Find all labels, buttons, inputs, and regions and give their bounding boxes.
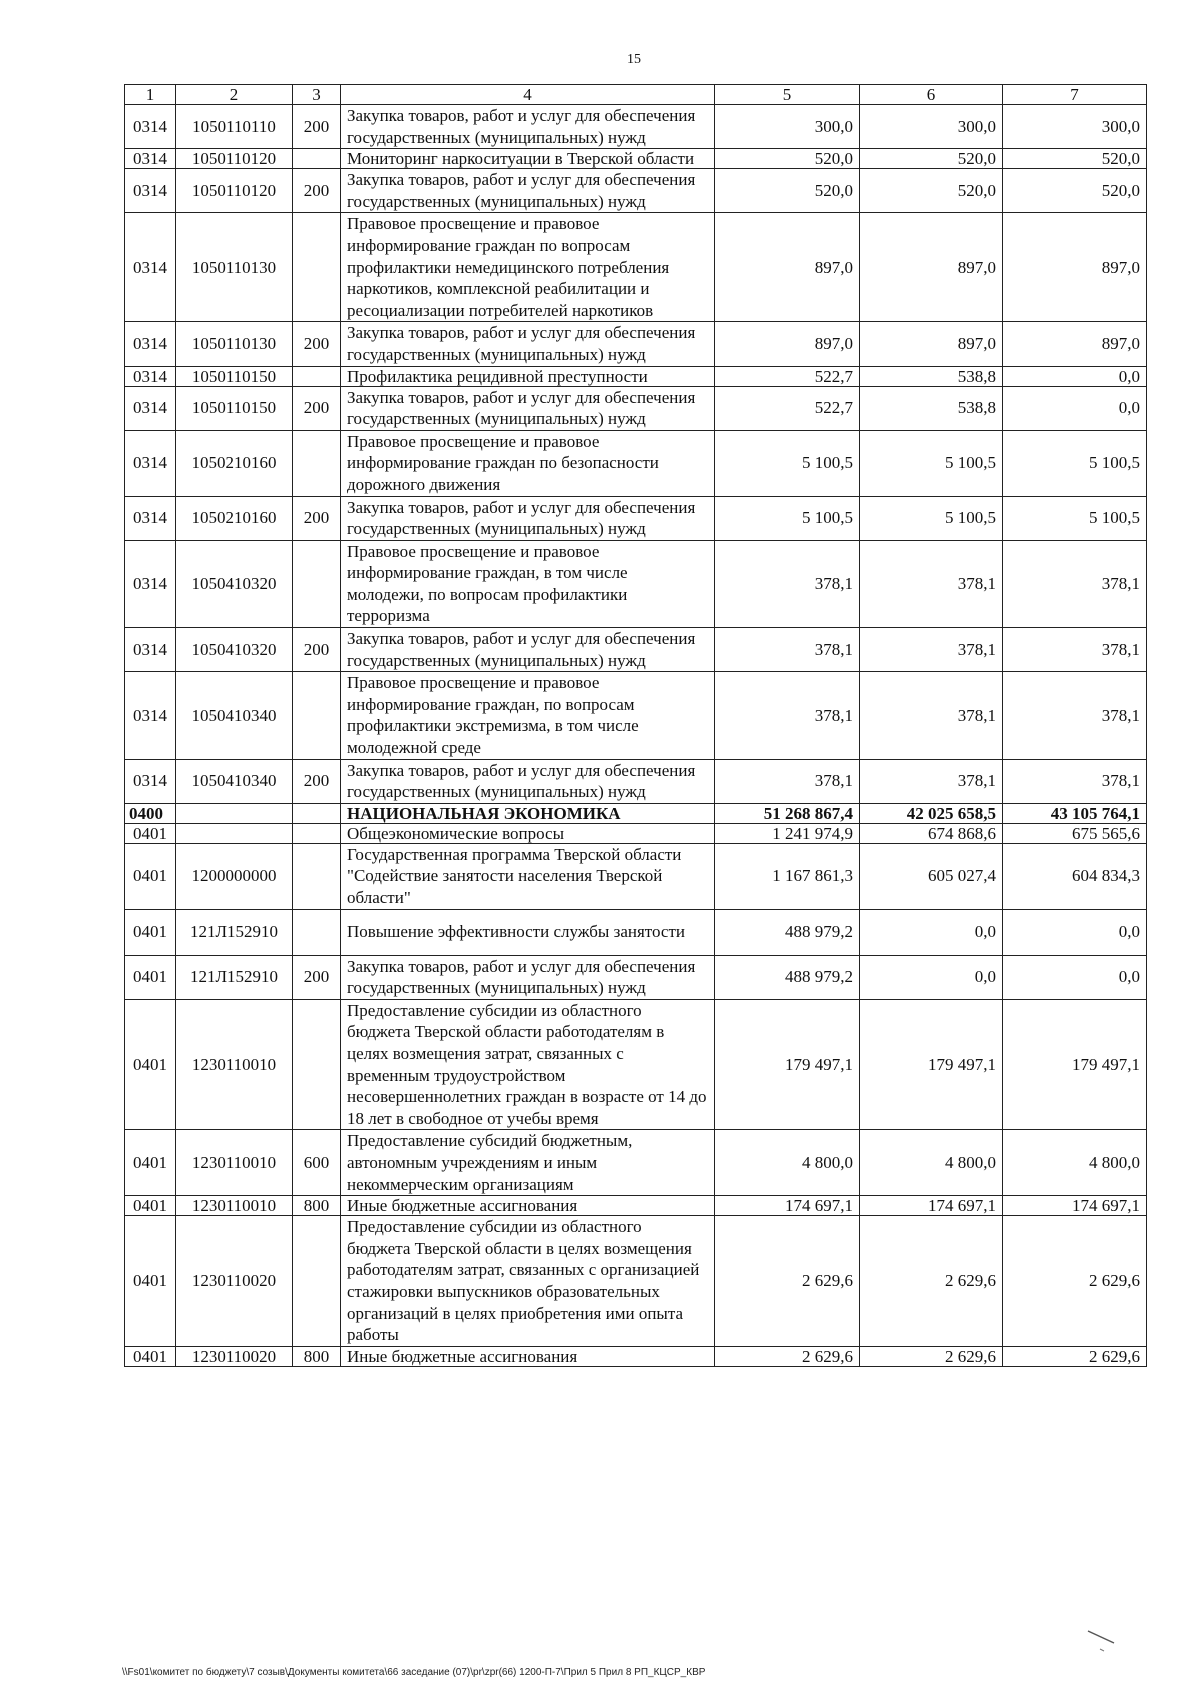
- target-code-cell: 1050110120: [176, 169, 293, 213]
- table-row: [125, 1346, 1147, 1366]
- target-code-cell: 1050210160: [176, 496, 293, 540]
- amount-cell: 522,7: [715, 386, 860, 430]
- amount-cell: 0,0: [860, 955, 1003, 999]
- amount-cell: 378,1: [715, 540, 860, 627]
- amount-cell: 4 800,0: [715, 1130, 860, 1196]
- name-cell: Правовое просвещение и правовое информирование граждан, по вопросам профилактики экстремизма, в том числе молодежной среде: [341, 672, 715, 759]
- expense-type-cell: 200: [293, 322, 341, 366]
- amount-cell: 179 497,1: [715, 999, 860, 1130]
- target-code-cell: 1050410340: [176, 759, 293, 803]
- budget-table: [124, 84, 1147, 1367]
- name-cell: Закупка товаров, работ и услуг для обеспечения государственных (муниципальных) нужд: [341, 628, 715, 672]
- name-cell: Иные бюджетные ассигнования: [341, 1346, 715, 1366]
- target-code-cell: 1050210160: [176, 430, 293, 496]
- amount-cell: 2 629,6: [715, 1346, 860, 1366]
- amount-cell: 378,1: [860, 540, 1003, 627]
- expense-type-cell: 800: [293, 1196, 341, 1216]
- name-cell: НАЦИОНАЛЬНАЯ ЭКОНОМИКА: [341, 803, 715, 823]
- name-cell: Иные бюджетные ассигнования: [341, 1196, 715, 1216]
- target-code-cell: [176, 823, 293, 843]
- amount-cell: 378,1: [860, 759, 1003, 803]
- amount-cell: 520,0: [715, 169, 860, 213]
- name-cell: Общеэкономические вопросы: [341, 823, 715, 843]
- code-cell: 0401: [125, 1196, 176, 1216]
- amount-cell: 520,0: [860, 149, 1003, 169]
- table-row: [125, 366, 1147, 386]
- amount-cell: 488 979,2: [715, 955, 860, 999]
- amount-cell: 488 979,2: [715, 909, 860, 955]
- amount-cell: 5 100,5: [715, 496, 860, 540]
- file-path-footer: \\Fs01\комитет по бюджету\7 созыв\Документы комитета\66 заседание (07)\pr\zpr(66) 1200-П-7\Прил 5 Прил 8 РП_КЦСР_КВР: [122, 1667, 706, 1678]
- name-cell: Предоставление субсидий бюджетным, автономным учреждениям и иным некоммерческим организациям: [341, 1130, 715, 1196]
- expense-type-cell: [293, 430, 341, 496]
- name-cell: Правовое просвещение и правовое информирование граждан по вопросам профилактики немедицинского потребления наркотиков, комплексной реабилитации и ресоциализации потребителей наркотиков: [341, 213, 715, 322]
- amount-cell: 0,0: [1003, 366, 1147, 386]
- code-cell: 0314: [125, 672, 176, 759]
- amount-cell: 538,8: [860, 386, 1003, 430]
- table-row: [125, 909, 1147, 955]
- amount-cell: 520,0: [1003, 149, 1147, 169]
- amount-cell: 378,1: [1003, 628, 1147, 672]
- expense-type-cell: [293, 803, 341, 823]
- expense-type-cell: [293, 366, 341, 386]
- amount-cell: 378,1: [860, 628, 1003, 672]
- amount-cell: 378,1: [860, 672, 1003, 759]
- expense-type-cell: 200: [293, 169, 341, 213]
- amount-cell: 604 834,3: [1003, 843, 1147, 909]
- amount-cell: 520,0: [1003, 169, 1147, 213]
- column-header: 7: [1003, 85, 1147, 105]
- amount-cell: 5 100,5: [860, 430, 1003, 496]
- amount-cell: 378,1: [715, 759, 860, 803]
- code-cell: 0401: [125, 843, 176, 909]
- table-row: [125, 759, 1147, 803]
- name-cell: Закупка товаров, работ и услуг для обеспечения государственных (муниципальных) нужд: [341, 169, 715, 213]
- expense-type-cell: [293, 149, 341, 169]
- code-cell: 0314: [125, 386, 176, 430]
- amount-cell: 897,0: [715, 322, 860, 366]
- target-code-cell: 1230110010: [176, 1130, 293, 1196]
- table-body: [125, 105, 1147, 1367]
- amount-cell: 378,1: [1003, 540, 1147, 627]
- amount-cell: 2 629,6: [860, 1346, 1003, 1366]
- code-cell: 0314: [125, 628, 176, 672]
- target-code-cell: 1230110010: [176, 999, 293, 1130]
- name-cell: Предоставление субсидии из областного бюджета Тверской области в целях возмещения работодателям затрат, связанных с организацией стажировки выпускников образовательных организаций в целях приобретения ими опыта работы: [341, 1216, 715, 1347]
- amount-cell: 1 241 974,9: [715, 823, 860, 843]
- amount-cell: 43 105 764,1: [1003, 803, 1147, 823]
- amount-cell: 675 565,6: [1003, 823, 1147, 843]
- expense-type-cell: [293, 909, 341, 955]
- amount-cell: 522,7: [715, 366, 860, 386]
- target-code-cell: 1050110130: [176, 322, 293, 366]
- amount-cell: 0,0: [1003, 386, 1147, 430]
- name-cell: Повышение эффективности службы занятости: [341, 909, 715, 955]
- amount-cell: 897,0: [860, 213, 1003, 322]
- amount-cell: 897,0: [1003, 322, 1147, 366]
- target-code-cell: 1230110020: [176, 1346, 293, 1366]
- code-cell: 0314: [125, 322, 176, 366]
- amount-cell: 4 800,0: [860, 1130, 1003, 1196]
- pen-mark: [1080, 1625, 1120, 1655]
- amount-cell: 0,0: [1003, 955, 1147, 999]
- code-cell: 0314: [125, 169, 176, 213]
- target-code-cell: 121Л152910: [176, 909, 293, 955]
- amount-cell: 520,0: [715, 149, 860, 169]
- amount-cell: 2 629,6: [1003, 1216, 1147, 1347]
- column-header: 2: [176, 85, 293, 105]
- amount-cell: 378,1: [715, 628, 860, 672]
- amount-cell: 897,0: [860, 322, 1003, 366]
- code-cell: 0401: [125, 1130, 176, 1196]
- target-code-cell: 121Л152910: [176, 955, 293, 999]
- table-row: [125, 169, 1147, 213]
- name-cell: Мониторинг наркоситуации в Тверской области: [341, 149, 715, 169]
- table-row: [125, 1216, 1147, 1347]
- target-code-cell: 1050110130: [176, 213, 293, 322]
- amount-cell: 42 025 658,5: [860, 803, 1003, 823]
- code-cell: 0314: [125, 213, 176, 322]
- table-row: [125, 496, 1147, 540]
- expense-type-cell: [293, 999, 341, 1130]
- page-number: 15: [627, 52, 641, 67]
- amount-cell: 674 868,6: [860, 823, 1003, 843]
- amount-cell: 179 497,1: [1003, 999, 1147, 1130]
- column-header: 3: [293, 85, 341, 105]
- amount-cell: 0,0: [1003, 909, 1147, 955]
- table-row: [125, 672, 1147, 759]
- code-cell: 0401: [125, 1346, 176, 1366]
- column-header: 5: [715, 85, 860, 105]
- name-cell: Предоставление субсидии из областного бюджета Тверской области работодателям в целях возмещения затрат, связанных с временным трудоустройством несовершеннолетних граждан в возрасте от 14 до 18 лет в свободное от учебы время: [341, 999, 715, 1130]
- expense-type-cell: 600: [293, 1130, 341, 1196]
- table-row: [125, 430, 1147, 496]
- table-row: [125, 843, 1147, 909]
- amount-cell: 179 497,1: [860, 999, 1003, 1130]
- table-row: [125, 386, 1147, 430]
- table-row: [125, 322, 1147, 366]
- target-code-cell: 1050410320: [176, 540, 293, 627]
- amount-cell: 300,0: [1003, 105, 1147, 149]
- target-code-cell: 1230110020: [176, 1216, 293, 1347]
- name-cell: Правовое просвещение и правовое информирование граждан, в том числе молодежи, по вопросам профилактики терроризма: [341, 540, 715, 627]
- amount-cell: 378,1: [1003, 759, 1147, 803]
- amount-cell: 5 100,5: [860, 496, 1003, 540]
- name-cell: Правовое просвещение и правовое информирование граждан по безопасности дорожного движения: [341, 430, 715, 496]
- amount-cell: 2 629,6: [860, 1216, 1003, 1347]
- code-cell: 0314: [125, 496, 176, 540]
- amount-cell: 51 268 867,4: [715, 803, 860, 823]
- expense-type-cell: [293, 843, 341, 909]
- amount-cell: 300,0: [715, 105, 860, 149]
- target-code-cell: 1050410320: [176, 628, 293, 672]
- code-cell: 0314: [125, 149, 176, 169]
- name-cell: Закупка товаров, работ и услуг для обеспечения государственных (муниципальных) нужд: [341, 955, 715, 999]
- target-code-cell: 1200000000: [176, 843, 293, 909]
- expense-type-cell: 200: [293, 628, 341, 672]
- column-header: 4: [341, 85, 715, 105]
- table-row: [125, 823, 1147, 843]
- code-cell: 0314: [125, 430, 176, 496]
- target-code-cell: 1050110150: [176, 366, 293, 386]
- table-header: [125, 85, 1147, 105]
- expense-type-cell: 800: [293, 1346, 341, 1366]
- column-header: 6: [860, 85, 1003, 105]
- table-row: [125, 628, 1147, 672]
- target-code-cell: [176, 803, 293, 823]
- amount-cell: 174 697,1: [860, 1196, 1003, 1216]
- expense-type-cell: [293, 823, 341, 843]
- expense-type-cell: 200: [293, 759, 341, 803]
- name-cell: Государственная программа Тверской области "Содействие занятости населения Тверской области": [341, 843, 715, 909]
- table-row: [125, 149, 1147, 169]
- expense-type-cell: [293, 672, 341, 759]
- target-code-cell: 1050110120: [176, 149, 293, 169]
- amount-cell: 300,0: [860, 105, 1003, 149]
- amount-cell: 897,0: [715, 213, 860, 322]
- code-cell: 0401: [125, 823, 176, 843]
- amount-cell: 605 027,4: [860, 843, 1003, 909]
- expense-type-cell: 200: [293, 105, 341, 149]
- expense-type-cell: 200: [293, 386, 341, 430]
- name-cell: Закупка товаров, работ и услуг для обеспечения государственных (муниципальных) нужд: [341, 759, 715, 803]
- amount-cell: 0,0: [860, 909, 1003, 955]
- amount-cell: 378,1: [1003, 672, 1147, 759]
- table-row: [125, 1130, 1147, 1196]
- table-row: [125, 999, 1147, 1130]
- target-code-cell: 1050410340: [176, 672, 293, 759]
- expense-type-cell: [293, 540, 341, 627]
- expense-type-cell: 200: [293, 496, 341, 540]
- table-row: [125, 540, 1147, 627]
- amount-cell: 5 100,5: [1003, 496, 1147, 540]
- table-row: [125, 105, 1147, 149]
- table-row: [125, 1196, 1147, 1216]
- expense-type-cell: [293, 1216, 341, 1347]
- code-cell: 0401: [125, 909, 176, 955]
- code-cell: 0314: [125, 105, 176, 149]
- name-cell: Закупка товаров, работ и услуг для обеспечения государственных (муниципальных) нужд: [341, 386, 715, 430]
- table-row: [125, 955, 1147, 999]
- code-cell: 0401: [125, 955, 176, 999]
- column-header: 1: [125, 85, 176, 105]
- name-cell: Закупка товаров, работ и услуг для обеспечения государственных (муниципальных) нужд: [341, 496, 715, 540]
- code-cell: 0314: [125, 366, 176, 386]
- amount-cell: 378,1: [715, 672, 860, 759]
- target-code-cell: 1050110150: [176, 386, 293, 430]
- code-cell: 0400: [125, 803, 176, 823]
- amount-cell: 2 629,6: [715, 1216, 860, 1347]
- expense-type-cell: 200: [293, 955, 341, 999]
- amount-cell: 5 100,5: [1003, 430, 1147, 496]
- target-code-cell: 1230110010: [176, 1196, 293, 1216]
- amount-cell: 174 697,1: [1003, 1196, 1147, 1216]
- code-cell: 0401: [125, 1216, 176, 1347]
- code-cell: 0314: [125, 759, 176, 803]
- target-code-cell: 1050110110: [176, 105, 293, 149]
- amount-cell: 5 100,5: [715, 430, 860, 496]
- table-row: [125, 803, 1147, 823]
- amount-cell: 520,0: [860, 169, 1003, 213]
- name-cell: Закупка товаров, работ и услуг для обеспечения государственных (муниципальных) нужд: [341, 105, 715, 149]
- header-row: [125, 85, 1147, 105]
- expense-type-cell: [293, 213, 341, 322]
- amount-cell: 174 697,1: [715, 1196, 860, 1216]
- name-cell: Закупка товаров, работ и услуг для обеспечения государственных (муниципальных) нужд: [341, 322, 715, 366]
- amount-cell: 4 800,0: [1003, 1130, 1147, 1196]
- table-row: [125, 213, 1147, 322]
- amount-cell: 538,8: [860, 366, 1003, 386]
- amount-cell: 1 167 861,3: [715, 843, 860, 909]
- code-cell: 0401: [125, 999, 176, 1130]
- amount-cell: 2 629,6: [1003, 1346, 1147, 1366]
- code-cell: 0314: [125, 540, 176, 627]
- amount-cell: 897,0: [1003, 213, 1147, 322]
- name-cell: Профилактика рецидивной преступности: [341, 366, 715, 386]
